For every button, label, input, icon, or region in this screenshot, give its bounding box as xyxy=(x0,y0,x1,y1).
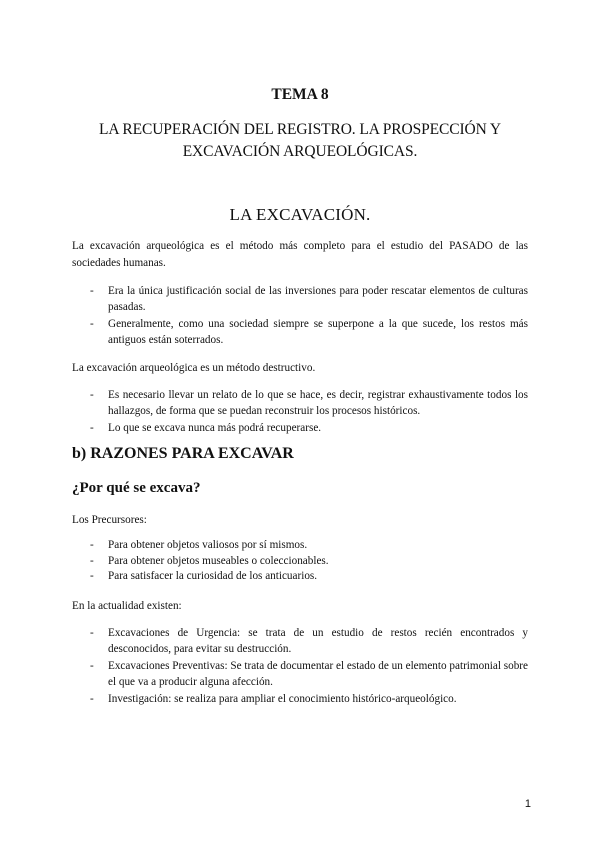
dash-bullet: - xyxy=(90,421,94,434)
list-item: - Para obtener objetos valiosos por sí mismos. xyxy=(90,538,528,554)
list-item: - Lo que se excava nunca más podrá recuperarse. xyxy=(90,420,528,436)
destructive-paragraph: La excavación arqueológica es un método destructivo. xyxy=(72,362,316,374)
actualidad-list xyxy=(90,625,528,707)
intro-paragraph: La excavación arqueológica es el método más completo para el estudio del PASADO de las sociedades humanas. xyxy=(72,240,528,269)
dash-bullet: - xyxy=(90,659,94,672)
list-item: - Era la única justificación social de las inversiones para poder rescatar elementos de culturas pasadas. xyxy=(90,285,528,314)
list-item: - Excavaciones de Urgencia: se trata de un estudio de restos recién encontrados y desconocidos, para evitar su destrucción. xyxy=(90,627,528,656)
title-line-2: EXCAVACIÓN ARQUEOLÓGICAS. xyxy=(182,143,418,160)
title-line-1: LA RECUPERACIÓN DEL REGISTRO. LA PROSPECCIÓN Y xyxy=(98,121,502,138)
precursores-label: Los Precursores: xyxy=(72,514,147,526)
actualidad-label: En la actualidad existen: xyxy=(72,600,182,612)
dash-bullet: - xyxy=(90,554,94,567)
list-item: - Es necesario llevar un relato de lo que se hace, es decir, registrar exhaustivamente todos los hallazgos, de forma que se puedan reconstruir los procesos históricos. xyxy=(90,389,528,418)
dash-bullet: - xyxy=(90,539,94,551)
dash-bullet: - xyxy=(90,692,94,705)
list-item: - Para obtener objetos museables o coleccionables. xyxy=(90,554,528,570)
dash-bullet: - xyxy=(90,627,94,639)
list-item: - Investigación: se realiza para ampliar el conocimiento histórico-arqueológico. xyxy=(90,691,528,707)
dash-bullet: - xyxy=(90,317,94,330)
subheading-por-que: ¿Por qué se excava? xyxy=(72,480,201,496)
list-item: - Generalmente, como una sociedad siempre se superpone a la que sucede, los restos más antiguos están soterrados. xyxy=(90,317,528,347)
section-heading-razones: b) RAZONES PARA EXCAVAR xyxy=(72,445,294,462)
page-number: 1 xyxy=(524,798,531,810)
dash-bullet: - xyxy=(90,570,94,583)
list-item: - Para satisfacer la curiosidad de los anticuarios. xyxy=(90,569,528,585)
list-item: - Excavaciones Preventivas: Se trata de documentar el estado de un elemento patrimonial sobre el que va a producir alguna afección. xyxy=(90,659,529,689)
section-heading-excavacion: LA EXCAVACIÓN. xyxy=(229,205,371,224)
document-title xyxy=(72,119,528,163)
dash-bullet: - xyxy=(90,285,94,297)
topic-number: TEMA 8 xyxy=(271,86,329,103)
destructive-list xyxy=(90,387,528,436)
precursores-list xyxy=(90,538,528,585)
dash-bullet: - xyxy=(90,389,94,401)
justification-list xyxy=(90,283,528,349)
